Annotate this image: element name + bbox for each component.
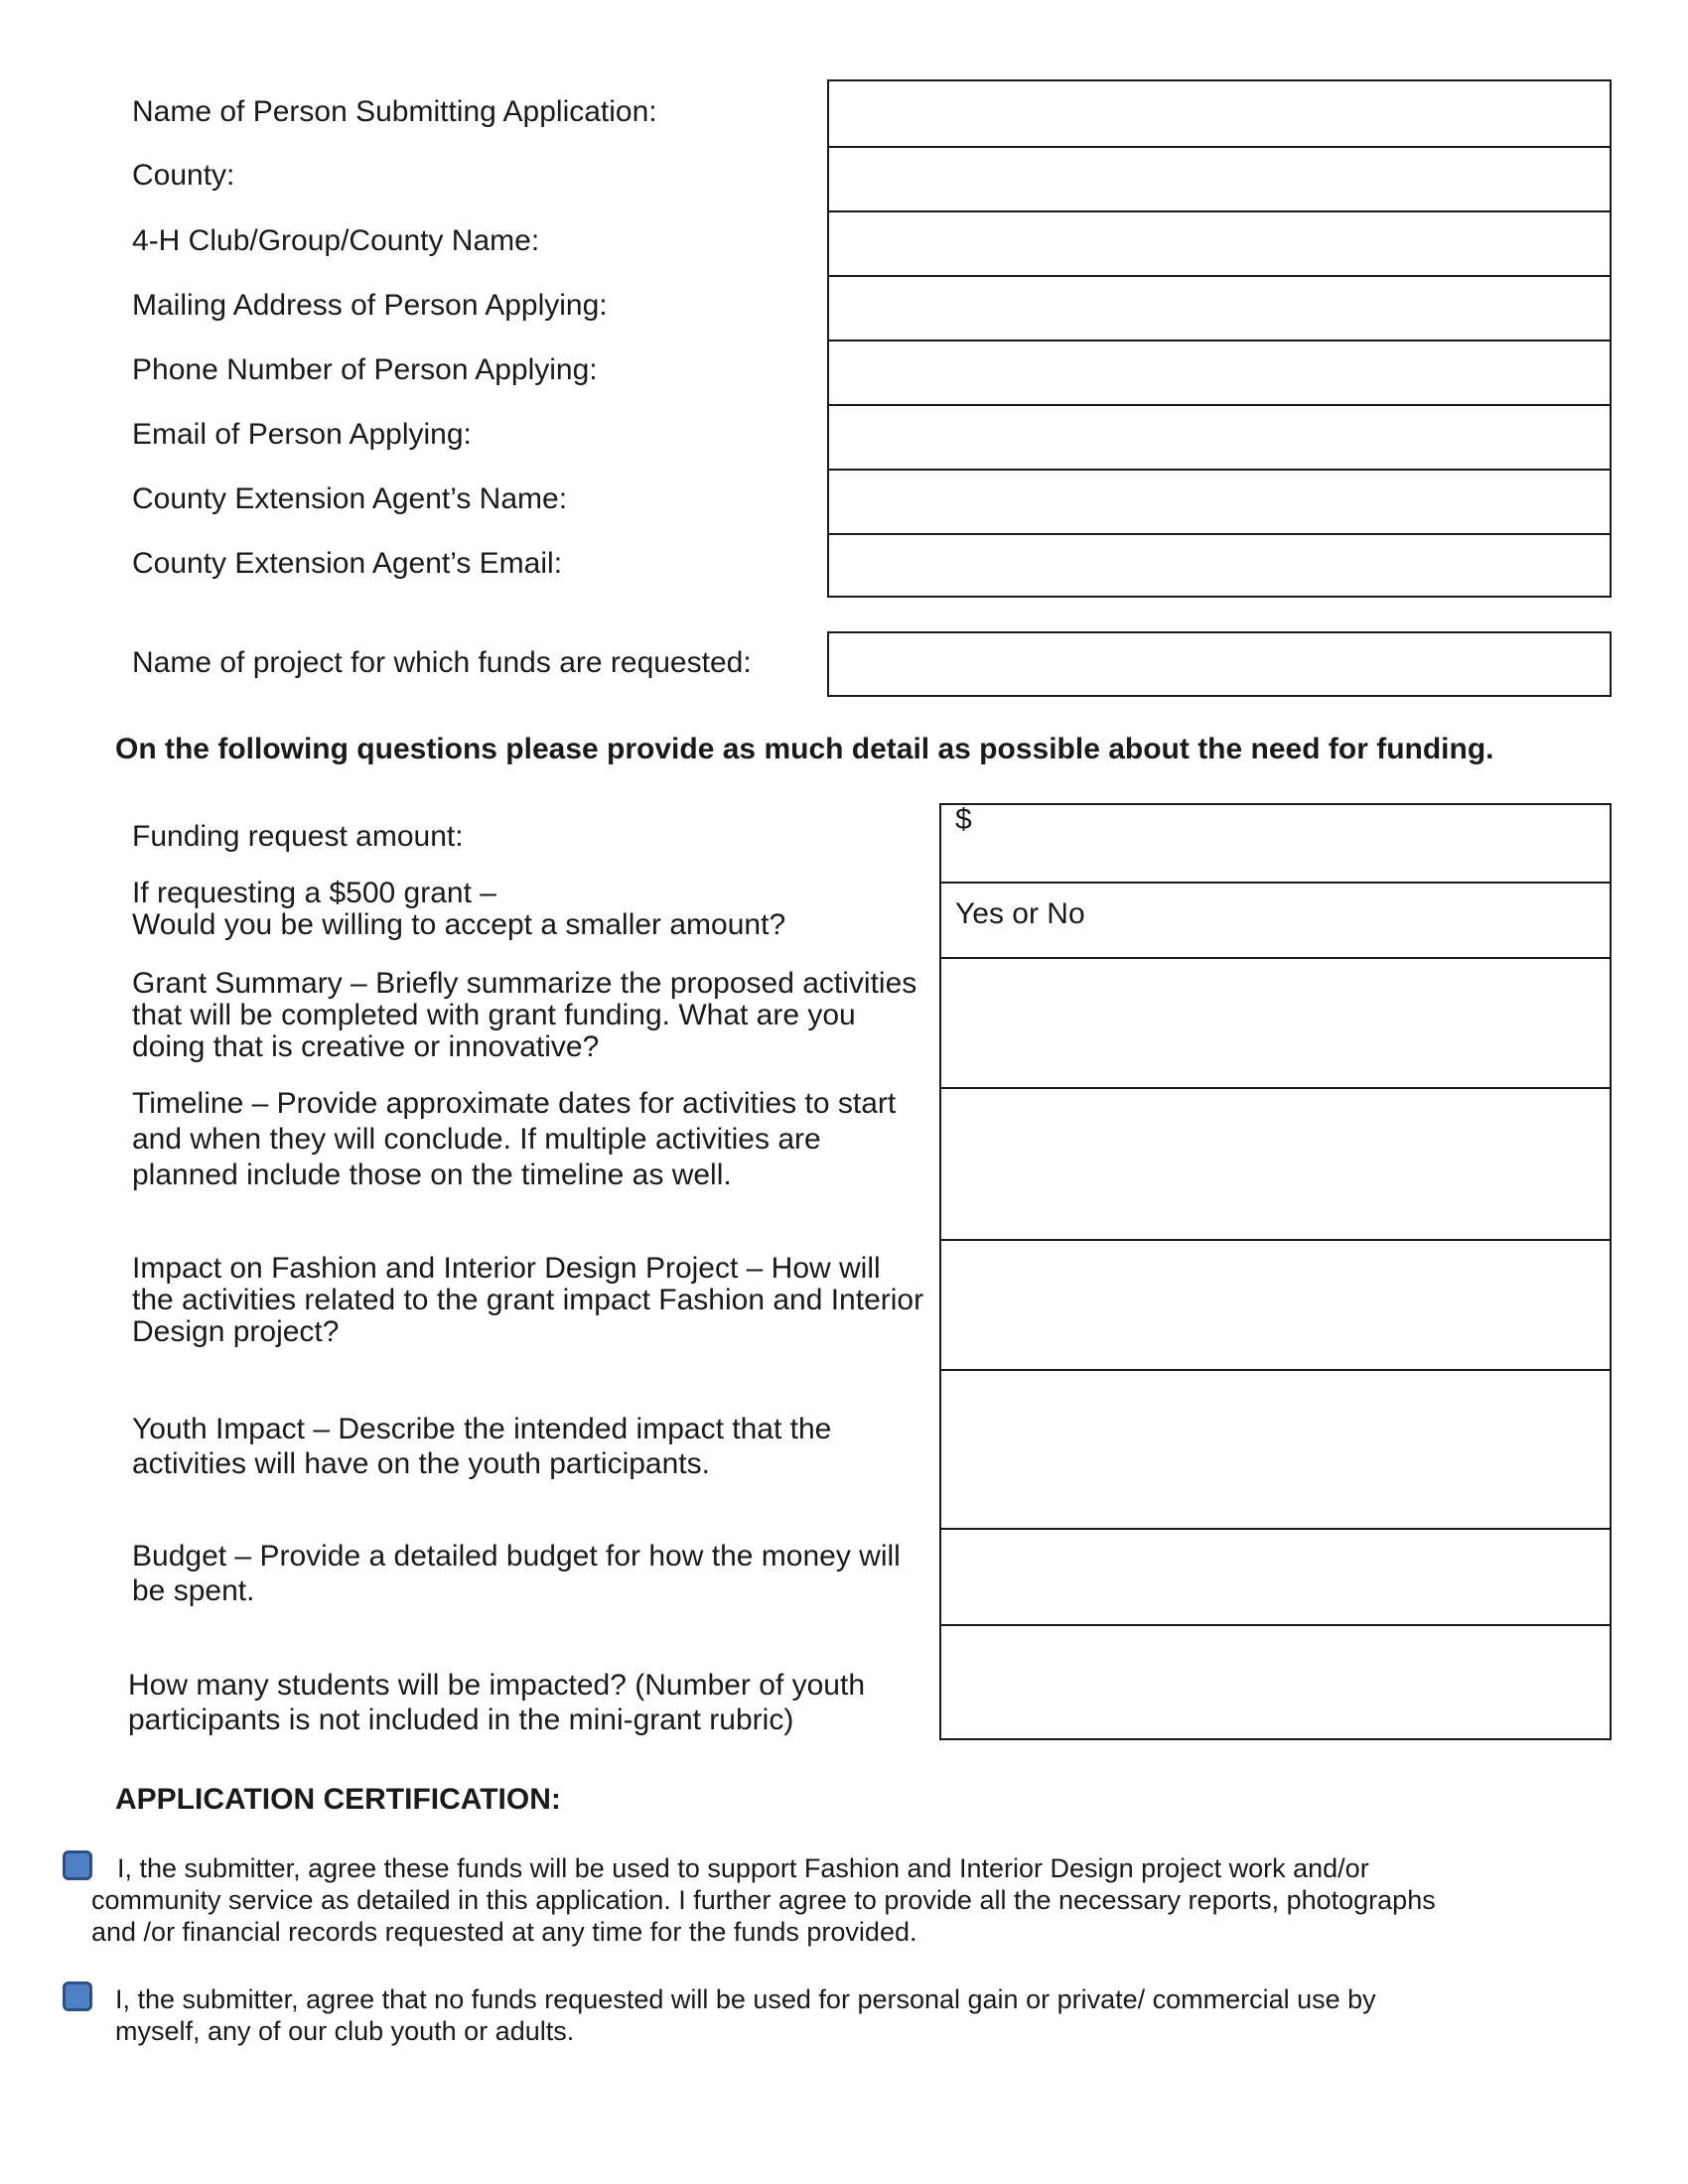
label-students-impacted: How many students will be impacted? (Number of youth participants is not included in the mini-grant rubric): [128, 1669, 866, 1736]
label-project-impact: Impact on Fashion and Interior Design Project – How will the activities related to the grant impact Fashion and Interior Design project?: [132, 1252, 924, 1348]
label-agent-email: County Extension Agent’s Email:: [132, 547, 563, 580]
label-mailing-address: Mailing Address of Person Applying:: [132, 289, 608, 322]
project-name-field[interactable]: [827, 631, 1612, 697]
label-funding-amount: Funding request amount:: [132, 820, 464, 853]
smaller-amount-value: Yes or No: [955, 897, 1085, 930]
submitter-name-field[interactable]: [829, 81, 1610, 146]
label-project-name: Name of project for which funds are requested:: [132, 646, 752, 679]
funding-amount-field[interactable]: [941, 805, 1610, 882]
funding-amount-value: $: [955, 803, 972, 836]
certification-text-2: I, the submitter, agree that no funds requested will be used for personal gain or private/ commercial use by myself, any of our club youth or adults.: [115, 1984, 1376, 2046]
label-youth-impact: Youth Impact – Describe the intended impact that the activities will have on the youth participants.: [132, 1413, 832, 1480]
certification-checkbox-2[interactable]: [63, 1981, 92, 2011]
label-timeline: Timeline – Provide approximate dates for activities to start and when they will conclude. If multiple activities are planned include those on the timeline as well.: [132, 1087, 897, 1191]
instructions-heading: On the following questions please provide as much detail as possible about the need for funding.: [115, 733, 1494, 765]
label-submitter-name: Name of Person Submitting Application:: [132, 95, 657, 128]
label-budget: Budget – Provide a detailed budget for how the money will be spent.: [132, 1540, 901, 1607]
applicant-fields-table: [827, 79, 1612, 598]
label-county: County:: [132, 159, 235, 192]
timeline-field[interactable]: [941, 1087, 1610, 1239]
budget-field[interactable]: [941, 1528, 1610, 1624]
youth-impact-field[interactable]: [941, 1369, 1610, 1528]
label-smaller-amount: [132, 878, 907, 941]
label-grant-summary: Grant Summary – Briefly summarize the proposed activities that will be completed with grant funding. What are you doing that is creative or innovative?: [132, 967, 917, 1063]
label-agent-name: County Extension Agent’s Name:: [132, 482, 568, 515]
county-field[interactable]: [829, 146, 1610, 210]
agent-email-field[interactable]: [829, 533, 1610, 596]
agent-name-field[interactable]: [829, 469, 1610, 533]
label-phone: Phone Number of Person Applying:: [132, 353, 598, 386]
project-impact-field[interactable]: [941, 1239, 1610, 1369]
label-email: Email of Person Applying:: [132, 418, 472, 451]
mailing-address-field[interactable]: [829, 275, 1610, 340]
label-smaller-amount-line1: If requesting a $500 grant –: [132, 877, 496, 909]
club-name-field[interactable]: [829, 210, 1610, 275]
grant-summary-field[interactable]: [941, 957, 1610, 1087]
questions-table: [939, 803, 1612, 1740]
email-field[interactable]: [829, 404, 1610, 469]
students-impacted-field[interactable]: [941, 1624, 1610, 1738]
label-smaller-amount-line2: Would you be willing to accept a smaller amount?: [132, 908, 786, 941]
smaller-amount-field[interactable]: [941, 882, 1610, 957]
phone-field[interactable]: [829, 340, 1610, 404]
certification-checkbox-1[interactable]: [63, 1850, 92, 1880]
certification-heading: APPLICATION CERTIFICATION:: [115, 1783, 561, 1816]
certification-text-1: I, the submitter, agree these funds will be used to support Fashion and Interior Design project work and/or community service as detailed in this application. I further agree to provide all the necessary reports, photographs and /or financial records requested at any time for the funds provided.: [91, 1853, 1436, 1947]
label-club-name: 4-H Club/Group/County Name:: [132, 224, 540, 257]
